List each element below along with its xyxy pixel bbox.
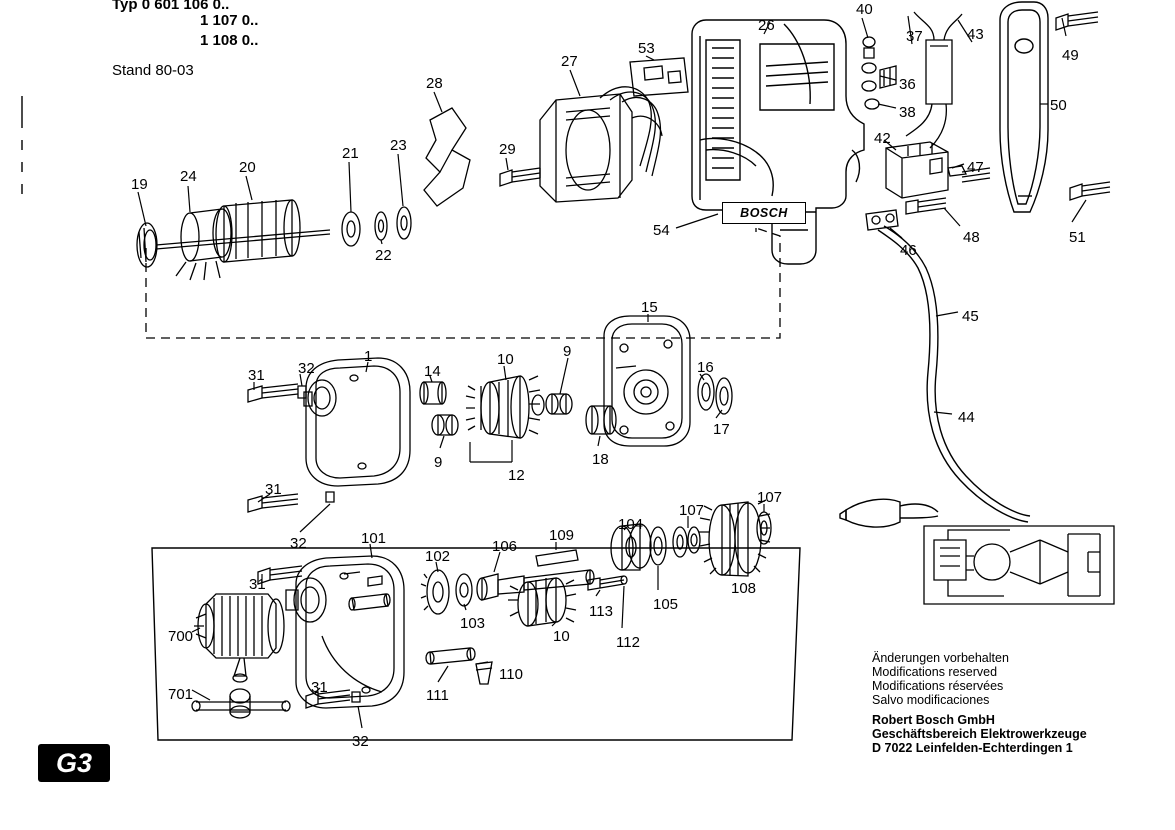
footer-line-2: Modifications réservées [872, 679, 1004, 693]
callout-700: 700 [168, 628, 194, 645]
callout-49: 49 [1062, 47, 1079, 64]
callout-48: 48 [963, 229, 980, 246]
callout-110: 110 [499, 666, 523, 683]
callout-19: 19 [131, 176, 148, 193]
callout-109: 109 [549, 527, 575, 544]
small-parts-40-38 [862, 37, 896, 109]
callout-36: 36 [899, 76, 916, 93]
callout-107b: 107 [757, 489, 783, 506]
callout-38: 38 [899, 104, 916, 121]
callout-26: 26 [758, 17, 775, 34]
callout-112: 112 [616, 634, 640, 651]
callout-32a: 32 [298, 360, 315, 377]
gear-cluster-12 [466, 376, 544, 438]
callout-28: 28 [426, 75, 443, 92]
callout-111: 111 [426, 687, 449, 704]
callout-40: 40 [856, 1, 873, 18]
company-line-1: Geschäftsbereich Elektrowerkzeuge [872, 727, 1087, 741]
callout-53: 53 [638, 40, 655, 57]
page-code-badge: G3 [38, 744, 110, 782]
type-line: Typ 0 601 106 0.. [112, 0, 230, 13]
company-line-2: D 7022 Leinfelden-Echterdingen 1 [872, 741, 1073, 755]
gear-housing-1 [304, 358, 410, 486]
motor-housing-26 [692, 17, 864, 264]
callout-32b: 32 [290, 535, 307, 552]
power-cord-44 [840, 226, 1030, 527]
callout-29: 29 [499, 141, 516, 158]
callout-113: 113 [589, 603, 613, 620]
gear-102 [421, 570, 472, 614]
callout-31c: 31 [249, 576, 266, 593]
footer-line-3: Salvo modificaciones [872, 693, 990, 707]
callout-45: 45 [962, 308, 979, 325]
stand-date: Stand 80-03 [112, 62, 194, 79]
air-baffle-28 [424, 108, 470, 206]
callout-51: 51 [1069, 229, 1086, 246]
callout-103: 103 [460, 615, 486, 632]
model-line-1: 1 107 0.. [200, 12, 259, 29]
callout-10b: 10 [553, 628, 570, 645]
callout-27: 27 [561, 53, 578, 70]
callout-1: 1 [364, 348, 373, 365]
callout-14: 14 [424, 363, 441, 380]
callout-9b: 9 [434, 454, 443, 471]
model-line-2: 1 108 0.. [200, 32, 259, 49]
callout-46: 46 [900, 242, 917, 259]
callout-106: 106 [492, 538, 518, 555]
callout-44: 44 [958, 409, 975, 426]
callout-9a: 9 [563, 343, 572, 360]
gear-10-lower [508, 578, 576, 626]
callout-32c: 32 [352, 733, 369, 750]
callout-31b: 31 [265, 481, 282, 498]
gear-cover-15 [604, 316, 690, 446]
callout-37: 37 [906, 28, 923, 45]
callout-21: 21 [342, 145, 359, 162]
callout-20: 20 [239, 159, 256, 176]
callout-108: 108 [731, 580, 757, 597]
part-110-111 [426, 648, 492, 684]
callout-12: 12 [508, 467, 525, 484]
callout-104: 104 [618, 516, 644, 533]
gear-108 [699, 500, 770, 576]
callout-42: 42 [874, 130, 891, 147]
callout-102: 102 [425, 548, 451, 565]
callout-54: 54 [653, 222, 670, 239]
terminal-46-48 [866, 198, 946, 230]
callout-105: 105 [653, 596, 679, 613]
callout-31a: 31 [248, 367, 265, 384]
footer-line-0: Änderungen vorbehalten [872, 651, 1009, 665]
callout-50: 50 [1050, 97, 1067, 114]
dashed-reference-lines [146, 228, 780, 338]
callout-18: 18 [592, 451, 609, 468]
screw-29 [500, 168, 540, 186]
footer-line-1: Modifications reserved [872, 665, 998, 679]
company-line-0: Robert Bosch GmbH [872, 713, 995, 727]
chuck-key-701 [192, 689, 290, 718]
armature-assembly [137, 200, 411, 280]
callout-23: 23 [390, 137, 407, 154]
stator-27 [540, 87, 662, 202]
callout-701: 701 [168, 686, 194, 703]
callout-107a: 107 [679, 502, 705, 519]
wiring-schematic [924, 526, 1114, 604]
bearing-16-17 [698, 374, 732, 414]
callout-31d: 31 [311, 679, 328, 696]
screws-31-32-upper [248, 384, 334, 512]
bushings-9 [432, 394, 572, 435]
callout-22: 22 [375, 247, 392, 264]
callout-15: 15 [641, 299, 658, 316]
gear-housing-101 [286, 556, 404, 708]
callout-47: 47 [967, 159, 984, 176]
callout-24: 24 [180, 168, 197, 185]
callout-17: 17 [713, 421, 730, 438]
callout-101: 101 [361, 530, 387, 547]
handle-cover-50 [1000, 2, 1048, 212]
part-14 [420, 382, 446, 404]
chuck-700 [194, 594, 284, 682]
callout-16: 16 [697, 359, 714, 376]
callout-10a: 10 [497, 351, 514, 368]
callout-43: 43 [967, 26, 984, 43]
brand-plate-54: BOSCH [722, 202, 806, 224]
